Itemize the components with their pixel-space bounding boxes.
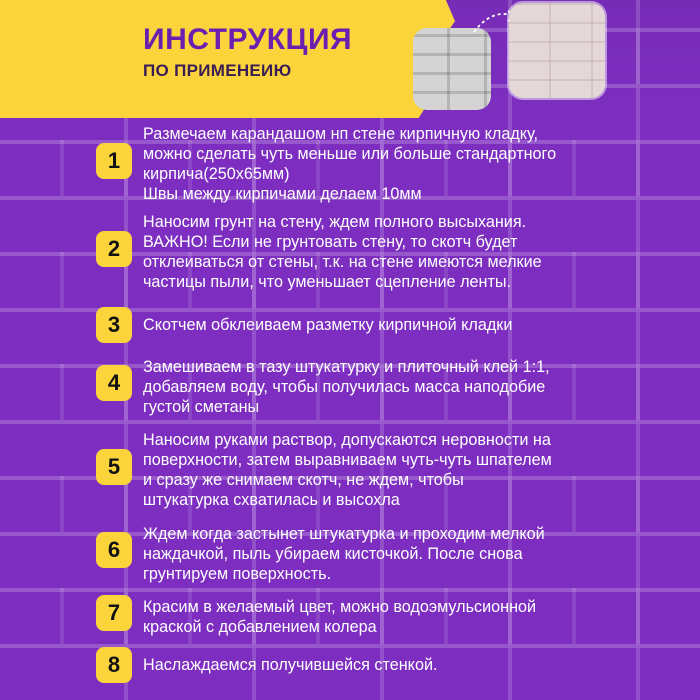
step-number-badge: 4 xyxy=(96,365,132,401)
step-text: Ждем когда застынет штукатурка и проходим мелкой наждачкой, пыль убираем кисточкой. После снова грунтируем поверхность. xyxy=(143,525,545,583)
step-text: Наносим руками раствор, допускаются неровности на поверхности, затем выравниваем чуть-чуть шпателем и сразу же снимаем скотч, не ждем, чтобы штукатурка схватилась и высохла xyxy=(143,431,552,509)
step-number-badge: 5 xyxy=(96,449,132,485)
step-number-badge: 1 xyxy=(96,143,132,179)
step-text: Красим в желаемый цвет, можно водоэмульсионной краской с добавлением колера xyxy=(143,598,537,636)
step-text: Наслаждаемся получившейся стенкой. xyxy=(143,656,438,674)
step-text: Размечаем карандашом нп стене кирпичную кладку, можно сделать чуть меньше или больше стандартного кирпича(250х65мм) Швы между кирпичами делаем 10мм xyxy=(143,125,557,203)
step-text: Скотчем обклеиваем разметку кирпичной кладки xyxy=(143,316,513,334)
step-text: Наносим грунт на стену, ждем полного высыхания. ВАЖНО! Если не грунтовать стену, то скотч будет отклеиваться от стены, т.к. на стене имеются мелкие частицы пыли, что уменьшает сцепление ленты. xyxy=(143,213,542,291)
step-number-badge: 7 xyxy=(96,595,132,631)
step-number-badge: 8 xyxy=(96,647,132,683)
step-number-badge: 2 xyxy=(96,231,132,267)
before-wall-photo xyxy=(413,28,491,110)
after-wall-photo xyxy=(509,3,605,98)
yellow-paint-banner xyxy=(0,0,455,118)
step-number-badge: 6 xyxy=(96,532,132,568)
page-subtitle: ПО ПРИМЕНЕИЮ xyxy=(143,61,292,80)
step-text: Замешиваем в тазу штукатурку и плиточный клей 1:1, добавляем воду, чтобы получилась масса наподобие густой сметаны xyxy=(143,358,550,416)
step-number-badge: 3 xyxy=(96,307,132,343)
page-title: ИНСТРУКЦИЯ xyxy=(143,23,353,56)
